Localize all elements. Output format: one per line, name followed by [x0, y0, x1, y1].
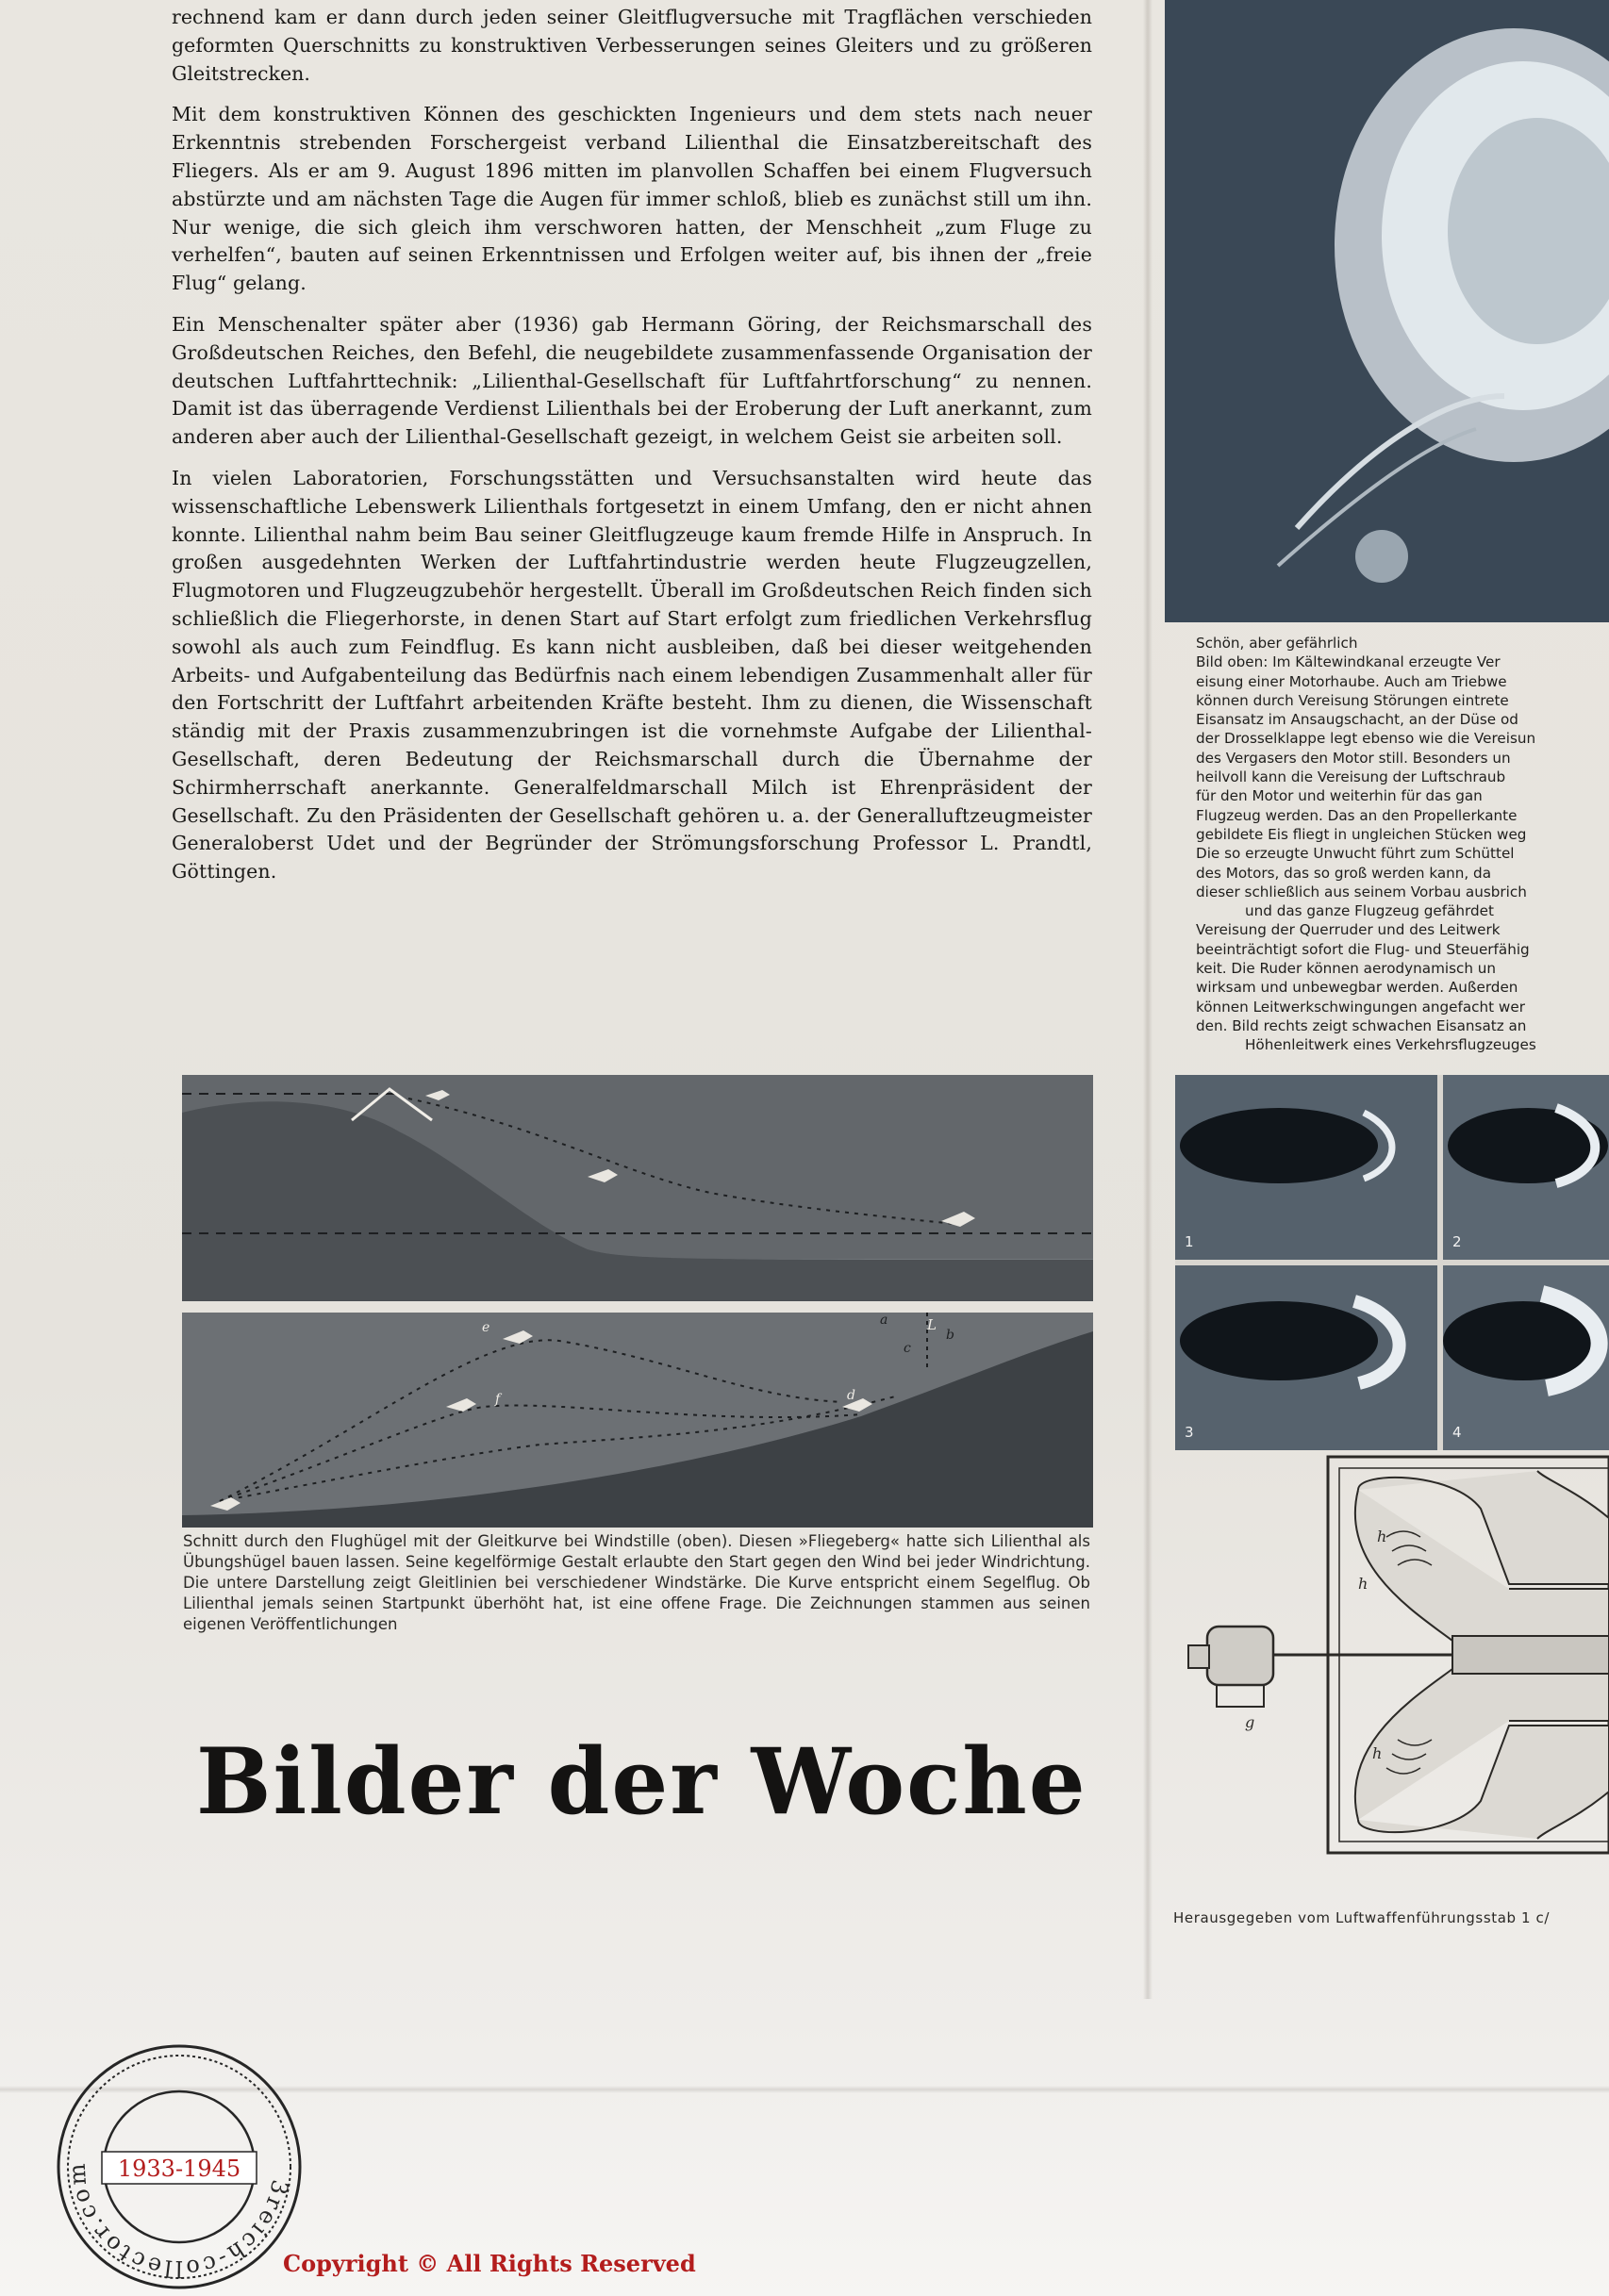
section-headline: Bilder der Woche [196, 1728, 1087, 1835]
glide-hill-drawing-bottom [182, 1313, 1093, 1528]
icing-caption-line: Höhenleitwerk eines Verkehrsflugzeuges [1245, 1036, 1536, 1054]
article-paragraph-1: rechnend kam er dann durch jeden seiner Gleitflugversuche mit Tragflächen verschieden geformten Querschnitts zu konstruktiven Verbesserungen seines Gleiters und zu größeren Gleitstrecken. [172, 6, 1092, 85]
icing-caption-line: wirksam und unbewegbar werden. Außerden [1196, 979, 1518, 997]
icing-caption-line: Vereisung der Querruder und des Leitwerk [1196, 921, 1501, 939]
diagram-label-h: h [1372, 1744, 1383, 1762]
ice-panel-number: 4 [1452, 1424, 1462, 1441]
hill-marker-L: L [927, 1316, 937, 1333]
icing-caption-line: heilvoll kann die Vereisung der Luftschraub [1196, 768, 1506, 786]
icing-caption-line: Schön, aber gefährlich [1196, 635, 1358, 652]
ice-panel-3 [1175, 1265, 1437, 1450]
publisher-line: Herausgegeben vom Luftwaffenführungsstab 1 c/ [1173, 1909, 1551, 1926]
icing-caption-line: können Leitwerkschwingungen angefacht wer [1196, 998, 1525, 1016]
article-column [172, 4, 1092, 900]
ice-panel-number: 2 [1452, 1233, 1462, 1250]
article-paragraph-2: Mit dem konstruktiven Können des geschickten Ingenieurs und dem stets nach neuer Erkenntnis strebenden Forschergeist verband Lilienthal die Einsatzbereitschaft des Fliegers. Als er am 9. August 1896 mitten im planvollen Schaffen bei einem Flugversuch abstürzte und am nächsten Tage die Augen für immer schloß, blieb es zunächst still um ihn. Nur wenige, die sich gleich ihm verschworen hatten, der Menschheit „zum Fluge zu verhelfen“, bauten auf seinen Erkenntnissen und Erfolgen weiter auf, bis ihnen der „freie Flug“ gelang. [172, 103, 1092, 295]
icing-caption-line: Die so erzeugte Unwucht führt zum Schüttel [1196, 845, 1515, 863]
icing-caption-line: Bild oben: Im Kältewindkanal erzeugte Ver [1196, 653, 1501, 671]
ice-panel-4 [1443, 1265, 1609, 1450]
diagram-label-g: g [1245, 1713, 1255, 1731]
vertical-fold-crease [1143, 0, 1153, 1999]
icing-caption-line: der Drosselklappe legt ebenso wie die Vereisun [1196, 730, 1536, 748]
hill-marker-c: c [904, 1341, 911, 1356]
icing-caption-line: des Motors, das so groß werden kann, da [1196, 864, 1492, 882]
icing-caption-line: gebildete Eis fliegt in ungleichen Stücken weg [1196, 825, 1527, 843]
icing-caption-line: und das ganze Flugzeug gefährdet [1245, 902, 1494, 920]
hill-marker-a: a [880, 1313, 888, 1328]
diagram-label-h: h [1377, 1528, 1387, 1545]
ice-accretion-photo-grid [1175, 1075, 1609, 1450]
hill-figure-caption: Schnitt durch den Flughügel mit der Gleitkurve bei Windstille (oben). Diesen »Fliegeberg« hatte sich Lilienthal als Übungshügel bauen lassen. Seine kegelförmige Gestalt erlaubte den Start gegen den Wind bei jeder Windrichtung. Die untere Darstellung zeigt Gleitlinien bei verschiedener Windstärke. Die Kurve entspricht einem Segelflug. Ob Lilienthal jemals seinen Startpunkt überhöht hat, ist eine offene Frage. Die Zeichnungen stammen aus seinen eigenen Veröffentlichungen [183, 1532, 1090, 1633]
icing-caption-line: keit. Die Ruder können aerodynamisch un [1196, 960, 1497, 978]
article-paragraph-4: In vielen Laboratorien, Forschungsstätten und Versuchsanstalten wird heute das wissenschaftliche Lebenswerk Lilienthals fortgesetzt in einem Umfang, den er nicht ahnen konnte. Lilienthal nahm beim Bau seiner Gleitflugzeuge kaum fremde Hilfe in Anspruch. In großen ausgedehnten Werken der Luftfahrtindustrie werden heute Flugzeugzellen, Flugmotoren und Flugzeugzubehör hergestellt. Überall im Großdeutschen Reich finden sich schließlich die Fliegerhorste, in denen Start auf Start erfolgt zum friedlichen Verkehrsflug sowohl als auch zum Feindflug. Es kann nicht ausbleiben, daß bei dieser weitgehenden Arbeits- und Aufgabenteilung das Bedürfnis nach einem lebendigen Zusammenhalt aller für den Fortschritt der Luftfahrt arbeitenden Kräfte besteht. Ihm zu dienen, die Wissenschaft ständig mit der Praxis zusammenzubringen ist die vornehmste Aufgabe der Lilienthal-Gesellschaft, deren Bedeutung der Reichsmarschall durch die Übernahme der Schirmherrschaft anerkannte. Generalfeldmarschall Milch ist Ehrenpräsident der Gesellschaft. Zu den Präsidenten der Gesellschaft gehören u. a. der Generalluftzeugmeister Generaloberst Udet und der Begründer der Strömungsforschung Professor L. Prandtl, Göttingen. [172, 466, 1092, 884]
collector-stamp-seal [47, 2035, 311, 2296]
icing-caption-line: des Vergasers den Motor still. Besonders un [1196, 749, 1511, 767]
icing-caption-line: den. Bild rechts zeigt schwachen Eisansatz an [1196, 1016, 1527, 1034]
cooling-wind-tunnel-diagram [1169, 1452, 1609, 1886]
stamp-years: 1933-1945 [117, 2156, 241, 2182]
hill-marker-b: b [946, 1328, 954, 1343]
glide-hill-drawing-top [182, 1075, 1093, 1301]
icing-caption-line: Flugzeug werden. Das an den Propellerkante [1196, 806, 1518, 824]
icing-caption-line: Eisansatz im Ansaugschacht, an der Düse od [1196, 711, 1518, 729]
diagram-label-h: h [1358, 1575, 1368, 1593]
hill-marker-e: e [482, 1320, 490, 1335]
hill-marker-f: f [495, 1392, 501, 1407]
ice-panel-1 [1175, 1075, 1437, 1260]
article-paragraph-3: Ein Menschenalter später aber (1936) gab Hermann Göring, der Reichsmarschall des Großdeutschen Reiches, den Befehl, die neugebildete zusammenfassende Organisation der deutschen Luftfahrttechnik: „Lilienthal-Gesellschaft für Luftfahrtforschung“ zu nennen. Damit ist das überragende Verdienst Lilienthals bei der Eroberung der Luft anerkannt, zum anderen aber auch der Lilienthal-Gesellschaft gezeigt, in welchem Geist sie arbeiten soll. [172, 312, 1092, 449]
icing-caption-line: eisung einer Motorhaube. Auch am Triebwe [1196, 672, 1507, 690]
stamp-ring-text: 3reich-collector.com [63, 2159, 294, 2283]
ice-panel-number: 1 [1185, 1233, 1194, 1250]
iced-engine-cowling-photo [1165, 0, 1609, 622]
icing-caption-line: dieser schließlich aus seinem Vorbau ausbrich [1196, 883, 1527, 900]
ice-panel-number: 3 [1185, 1424, 1194, 1441]
icing-caption-line: beeinträchtigt sofort die Flug- und Steuerfähig [1196, 940, 1530, 958]
ice-panel-2 [1443, 1075, 1609, 1260]
icing-caption-line: können durch Vereisung Störungen eintrete [1196, 691, 1509, 709]
icing-caption [1196, 634, 1609, 1055]
icing-caption-line: für den Motor und weiterhin für das gan [1196, 787, 1483, 805]
hill-marker-d: d [847, 1388, 855, 1403]
copyright-notice: Copyright © All Rights Reserved [283, 2250, 696, 2277]
